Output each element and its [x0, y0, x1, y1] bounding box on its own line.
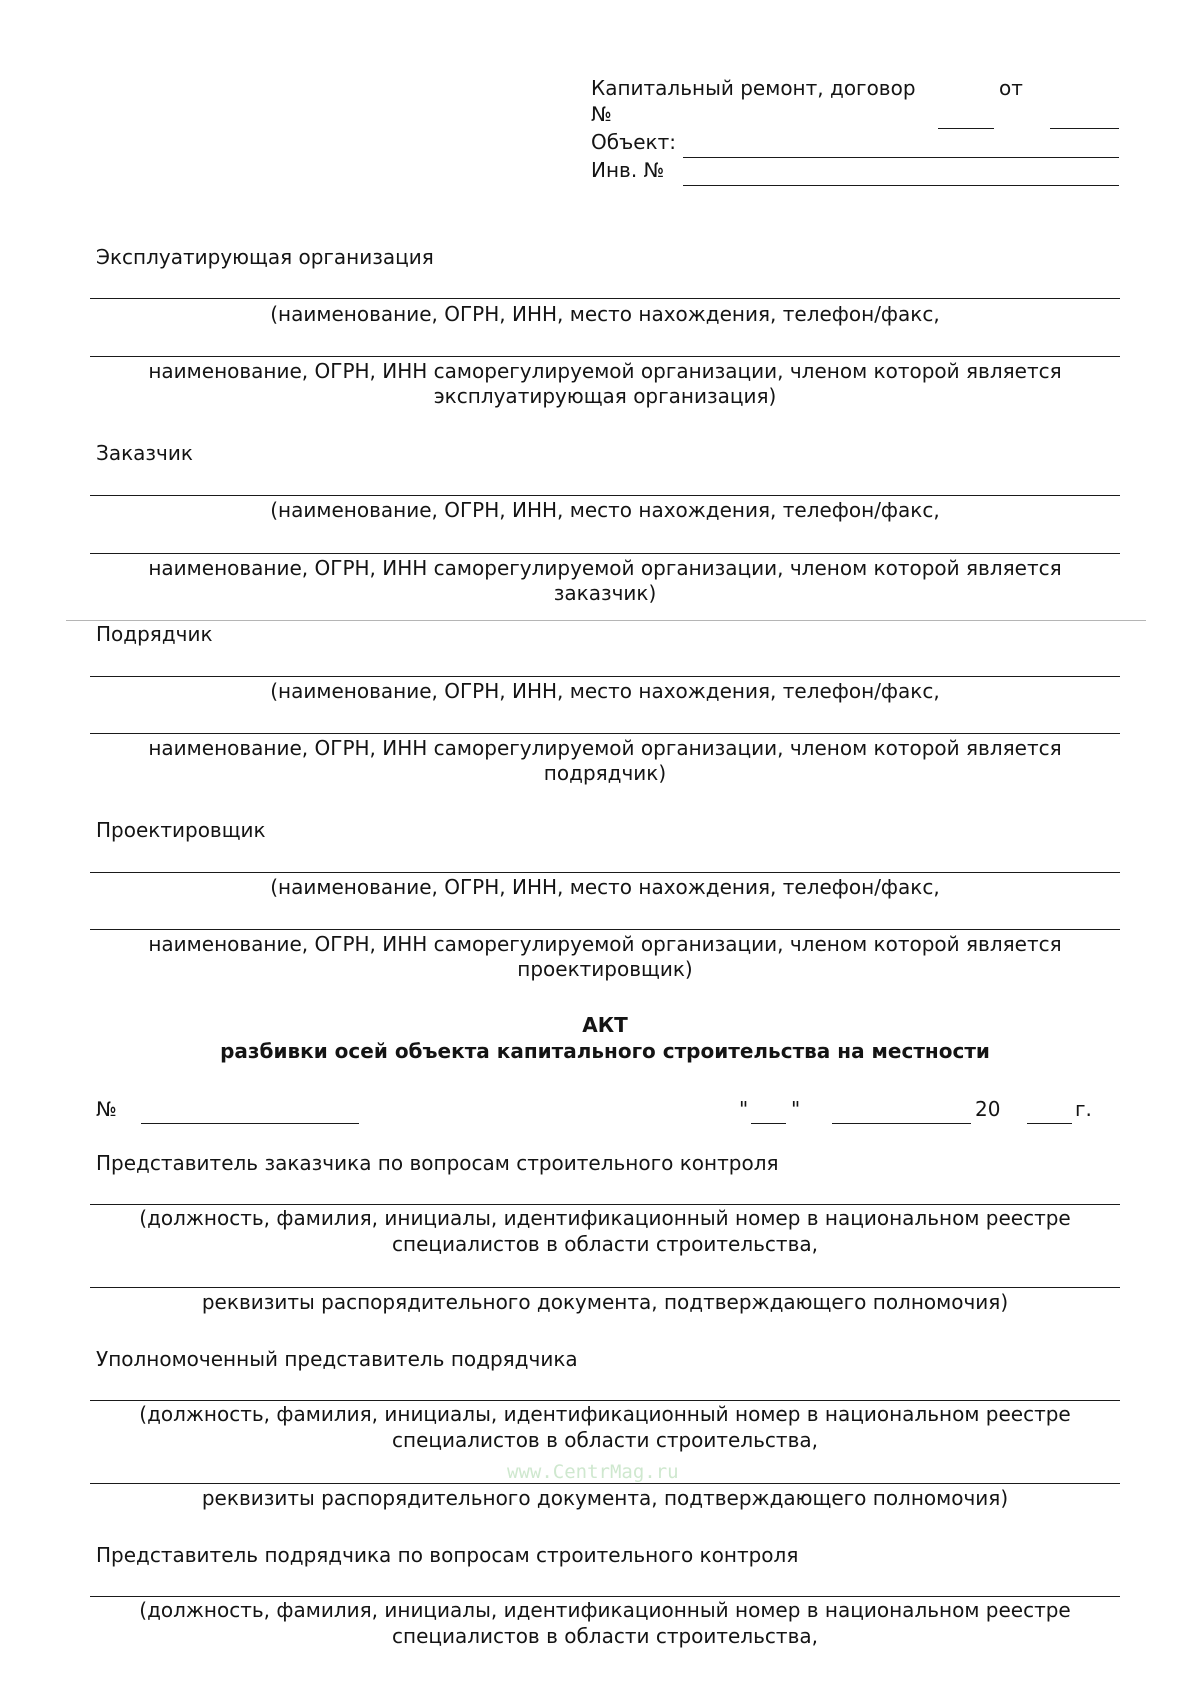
party-sro-field[interactable]: [90, 929, 1120, 930]
party-hint: (наименование, ОГРН, ИНН, место нахождения, телефон/факс,: [270, 498, 940, 522]
act-number-sign: №: [96, 1097, 117, 1121]
party-label: Эксплуатирующая организация: [96, 245, 434, 269]
representative-hint: (должность, фамилия, инициалы, идентификационный номер в национальном реестре: [139, 1402, 1071, 1426]
date-day-field[interactable]: [751, 1123, 786, 1124]
representative-name-field[interactable]: [90, 1400, 1120, 1401]
representative-hint: специалистов в области строительства,: [392, 1428, 818, 1452]
contract-label: Капитальный ремонт, договор: [591, 76, 916, 100]
party-sro-field[interactable]: [90, 733, 1120, 734]
representative-label: Представитель заказчика по вопросам строительного контроля: [96, 1151, 779, 1175]
representative-label: Уполномоченный представитель подрядчика: [96, 1347, 578, 1371]
party-hint: наименование, ОГРН, ИНН саморегулируемой организации, членом которой является: [148, 359, 1062, 383]
representative-document-field[interactable]: [90, 1483, 1120, 1484]
representative-name-field[interactable]: [90, 1204, 1120, 1205]
representative-document-field[interactable]: [90, 1287, 1120, 1288]
watermark: www.CentrMag.ru: [507, 1461, 679, 1483]
party-sro-field[interactable]: [90, 356, 1120, 357]
inv-number-field[interactable]: [683, 185, 1119, 186]
party-label: Подрядчик: [96, 622, 213, 646]
date-year-suffix: г.: [1075, 1097, 1092, 1121]
party-hint: наименование, ОГРН, ИНН саморегулируемой организации, членом которой является: [148, 556, 1062, 580]
party-hint: проектировщик): [517, 957, 693, 981]
party-hint: (наименование, ОГРН, ИНН, место нахождения, телефон/факс,: [270, 679, 940, 703]
party-name-field[interactable]: [90, 676, 1120, 677]
contract-date-field[interactable]: [1050, 128, 1119, 129]
date-quote-close: ": [791, 1097, 801, 1121]
party-label: Заказчик: [96, 441, 193, 465]
date-year-field[interactable]: [1027, 1123, 1072, 1124]
representative-hint: реквизиты распорядительного документа, подтверждающего полномочия): [201, 1486, 1009, 1510]
party-label: Проектировщик: [96, 818, 266, 842]
date-quote-open: ": [739, 1097, 749, 1121]
contract-number-sign: №: [591, 102, 612, 126]
object-field[interactable]: [683, 157, 1119, 158]
representative-name-field[interactable]: [90, 1596, 1120, 1597]
party-hint: заказчик): [553, 581, 657, 605]
contract-number-field[interactable]: [938, 128, 994, 129]
object-label: Объект:: [591, 130, 676, 154]
act-number-field[interactable]: [141, 1123, 359, 1124]
section-divider: [66, 620, 1146, 621]
party-name-field[interactable]: [90, 298, 1120, 299]
date-month-field[interactable]: [832, 1123, 971, 1124]
inv-label: Инв. №: [591, 158, 665, 182]
representative-hint: специалистов в области строительства,: [392, 1232, 818, 1256]
act-subtitle: разбивки осей объекта капитального строительства на местности: [220, 1039, 990, 1063]
representative-hint: реквизиты распорядительного документа, подтверждающего полномочия): [201, 1290, 1009, 1314]
contract-from-label: от: [999, 76, 1023, 100]
representative-hint: (должность, фамилия, инициалы, идентификационный номер в национальном реестре: [139, 1206, 1071, 1230]
party-sro-field[interactable]: [90, 553, 1120, 554]
party-name-field[interactable]: [90, 872, 1120, 873]
party-hint: (наименование, ОГРН, ИНН, место нахождения, телефон/факс,: [270, 875, 940, 899]
party-hint: наименование, ОГРН, ИНН саморегулируемой организации, членом которой является: [148, 736, 1062, 760]
party-hint: наименование, ОГРН, ИНН саморегулируемой организации, членом которой является: [148, 932, 1062, 956]
party-hint: эксплуатирующая организация): [433, 384, 777, 408]
date-year-prefix: 20: [975, 1097, 1001, 1121]
representative-hint: специалистов в области строительства,: [392, 1624, 818, 1648]
party-hint: (наименование, ОГРН, ИНН, место нахождения, телефон/факс,: [270, 302, 940, 326]
representative-label: Представитель подрядчика по вопросам строительного контроля: [96, 1543, 799, 1567]
act-title: АКТ: [582, 1013, 628, 1037]
representative-hint: (должность, фамилия, инициалы, идентификационный номер в национальном реестре: [139, 1598, 1071, 1622]
party-hint: подрядчик): [543, 761, 667, 785]
party-name-field[interactable]: [90, 495, 1120, 496]
